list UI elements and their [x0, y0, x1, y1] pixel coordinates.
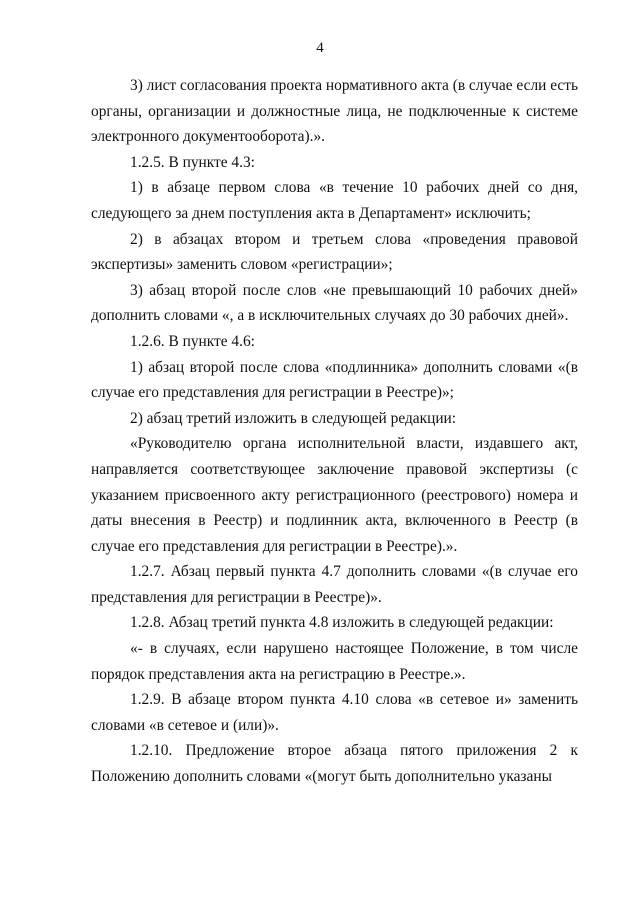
paragraph: 1) в абзаце первом слова «в течение 10 рабочих дней со дня, следующего за днем поступления акта в Департамент» исключить; — [91, 179, 578, 222]
paragraph: 2) абзац третий изложить в следующей редакции: — [130, 409, 457, 427]
paragraph: «Руководителю органа исполнительной власти, издавшего акт, направляется соответствующее заключение правовой экспертизы (с указанием присвоенного акту регистрационного (реестрового) номера и даты внесения в Реестр) и подлинник акта, включенного в Реестр (в случае его представления для регистрации в Реестре).». — [91, 435, 578, 555]
paragraph: 1.2.10. Предложение второе абзаца пятого приложения 2 к Положению дополнить словами «(могут быть дополнительно указаны — [91, 742, 578, 786]
paragraph: 1.2.5. В пункте 4.3: — [130, 153, 255, 171]
paragraph: 3) лист согласования проекта нормативного акта (в случае если есть органы, организации и должностные лица, не подключенные к системе электронного документооборота).». — [91, 77, 578, 146]
paragraph: 1.2.6. В пункте 4.6: — [130, 332, 255, 350]
paragraph: «- в случаях, если нарушено настоящее Положение, в том числе порядок представления акта на регистрацию в Реестре.». — [91, 640, 578, 683]
paragraph: 1) абзац второй после слова «подлинника» дополнить словами «(в случае его представления для регистрации в Реестре)»; — [91, 358, 578, 402]
paragraph: 1.2.9. В абзаце втором пункта 4.10 слова «в сетевое и» заменить словами «в сетевое и (или)». — [91, 691, 578, 734]
paragraph: 1.2.8. Абзац третий пункта 4.8 изложить в следующей редакции: — [130, 614, 554, 632]
page-number: 4 — [316, 40, 324, 56]
document-body — [91, 73, 578, 790]
paragraph: 2) в абзацах втором и третьем слова «проведения правовой экспертизы» заменить словом «регистрации»; — [91, 230, 578, 274]
paragraph: 3) абзац второй после слов «не превышающий 10 рабочих дней» дополнить словами «, а в исключительных случаях до 30 рабочих дней». — [91, 281, 578, 325]
paragraph: 1.2.7. Абзац первый пункта 4.7 дополнить словами «(в случае его представления для регистрации в Реестре)». — [91, 563, 578, 606]
